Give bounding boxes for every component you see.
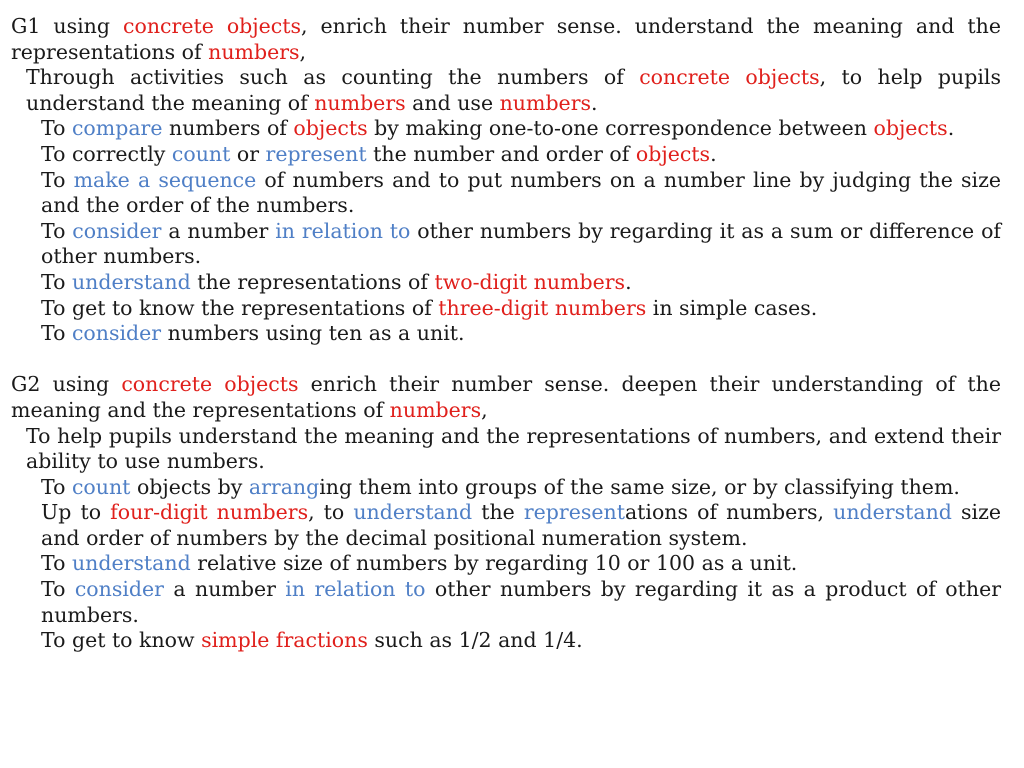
highlight-term-blue: consider [71,321,162,346]
sub-objective [41,500,1001,551]
highlight-term-red: objects [293,116,368,141]
sub-objective [41,296,1001,322]
text-run: , [299,39,307,64]
text-run: To [41,474,72,499]
sub-objective [41,321,1001,347]
highlight-term-red: numbers [208,39,300,64]
sub-objective [41,551,1001,577]
highlight-term-red: numbers [389,397,482,422]
text-run: To help pupils understand the meaning and the representations of numbers, and extend their ability to use numbers. [26,423,1001,474]
highlight-term-blue: understand [71,269,191,294]
text-run: To [41,577,75,602]
text-run: To [41,269,72,294]
text-run: . [947,116,955,141]
highlight-term-red: concrete objects [123,14,302,38]
text-run: relative size of numbers by regarding 10 or 100 as a unit. [190,551,798,576]
grade-section [11,14,1001,347]
text-run: To get to know the representations of [41,295,439,320]
sub-objective [41,142,1001,168]
highlight-term-red: simple fractions [201,628,368,653]
text-run: To [41,167,74,192]
document-body [11,14,1001,654]
sub-objective [41,475,1001,501]
text-run: other numbers by regarding it as a product of other numbers. [41,577,1002,627]
text-run: , to help pupils understand the meaning of [26,65,1001,115]
grade-heading [11,14,1001,65]
text-run: and use [405,90,500,115]
text-run: G1 using [11,14,124,38]
text-run: enrich their number sense. deepen their understanding of the meaning and the representations of [11,372,1001,422]
sub-objective [41,116,1001,142]
text-run: . [710,141,717,166]
highlight-term-blue: count [71,474,131,499]
text-run: of numbers and to put numbers on a number line by judging the size and the order of the numbers. [41,167,1001,218]
highlight-term-blue: consider [72,218,162,243]
text-run: the representations of [190,269,435,294]
text-run: To [41,551,72,576]
highlight-term-blue: in relation to [285,577,426,602]
text-run: , enrich their number sense. understand the meaning and the representations of [11,14,1001,64]
text-run: ing them into groups of the same size, or by classifying them. [319,474,960,499]
text-run: the number and order of [366,141,636,166]
sub-objective [41,577,1001,628]
sub-objective [41,219,1001,270]
objective [26,424,1001,475]
text-run: To [41,321,72,346]
highlight-term-blue: represent [265,141,367,166]
highlight-term-red: numbers [314,90,406,115]
text-run: To get to know [41,628,202,653]
highlight-term-blue: represent [523,500,625,525]
highlight-term-red: three-digit numbers [438,295,647,320]
text-run: ations of numbers, [624,500,834,525]
highlight-term-red: four-digit numbers [110,500,309,525]
highlight-term-blue: in relation to [275,218,411,243]
text-run: such as 1/2 and 1/4. [367,628,583,653]
highlight-term-blue: arrang [248,474,320,499]
highlight-term-red: concrete objects [121,372,299,397]
highlight-term-red: two-digit numbers [434,269,626,294]
text-run: in simple cases. [646,295,818,320]
text-run: numbers using ten as a unit. [161,321,465,346]
highlight-term-red: objects [635,141,711,166]
text-run: by making one-to-one correspondence between [367,116,874,141]
highlight-term-red: concrete objects [639,65,820,90]
text-run: other numbers by regarding it as a sum or difference of other numbers. [41,218,1001,269]
text-run: a number [164,577,286,602]
highlight-term-blue: compare [71,116,163,141]
text-run: size and order of numbers by the decimal positional numeration system. [41,500,1002,550]
highlight-term-blue: understand [833,500,952,525]
highlight-term-red: numbers [499,90,592,115]
text-run: the [472,500,524,525]
section-spacer [11,347,1001,373]
text-run: , to [308,500,354,525]
text-run: Through activities such as counting the numbers of [26,65,640,90]
text-run: or [230,141,266,166]
sub-objective [41,168,1001,219]
sub-objective [41,270,1001,296]
highlight-term-blue: count [171,141,231,166]
text-run: objects by [130,474,249,499]
objective [26,65,1001,116]
sub-objective [41,628,1001,654]
highlight-term-blue: consider [74,577,164,602]
text-run: numbers of [162,116,294,141]
text-run: , [481,397,488,422]
highlight-term-red: objects [873,116,948,141]
text-run: a number [161,218,276,243]
text-run: Up to [41,500,111,525]
highlight-term-blue: understand [71,551,191,576]
highlight-term-blue: make a sequence [73,167,257,192]
text-run: To [41,218,73,243]
text-run: . [625,269,632,294]
text-run: To [41,116,72,141]
grade-section [11,372,1001,654]
text-run: To correctly [41,141,172,166]
text-run: G2 using [11,372,122,397]
text-run: . [591,90,598,115]
highlight-term-blue: understand [353,500,473,525]
grade-heading [11,372,1001,423]
